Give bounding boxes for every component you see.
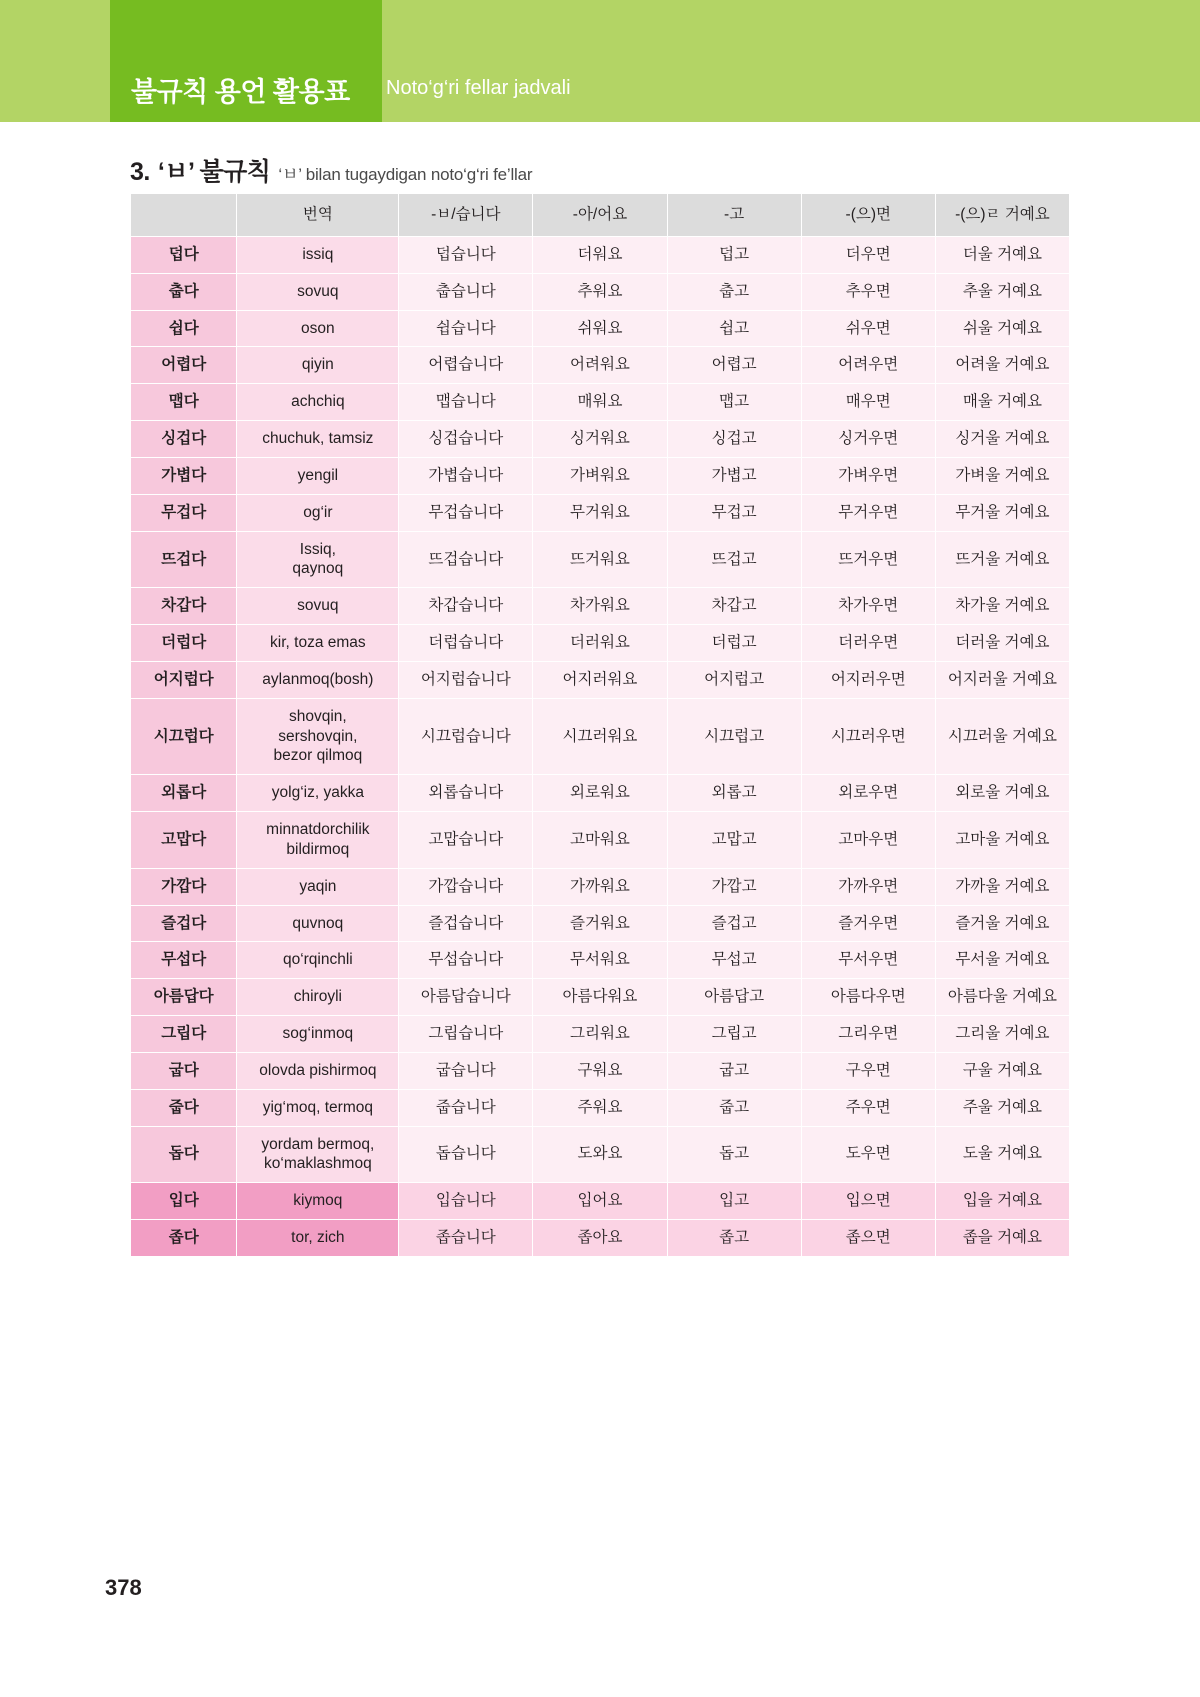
table-row — [131, 661, 1070, 698]
conjugation-cell: 차가울 거예요 — [935, 588, 1069, 625]
table-row — [131, 868, 1070, 905]
conjugation-cell: 춥고 — [667, 273, 801, 310]
verb-term-cell: 돕다 — [131, 1126, 237, 1183]
conjugation-cell: 돕습니다 — [399, 1126, 533, 1183]
conjugation-cell: 가볍고 — [667, 457, 801, 494]
conjugation-cell: 가벼우면 — [801, 457, 935, 494]
translation-cell: minnatdorchilik bildirmoq — [237, 812, 399, 869]
verb-term-cell: 굽다 — [131, 1052, 237, 1089]
table-row — [131, 1016, 1070, 1053]
translation-cell: issiq — [237, 237, 399, 274]
conjugation-cell: 더러워요 — [533, 625, 667, 662]
conjugation-cell: 쉽고 — [667, 310, 801, 347]
section-heading — [130, 152, 532, 188]
translation-cell: qo‘rqinchli — [237, 942, 399, 979]
conjugation-cell: 시끄럽고 — [667, 698, 801, 774]
conjugation-cell: 굽습니다 — [399, 1052, 533, 1089]
conjugation-cell: 도울 거예요 — [935, 1126, 1069, 1183]
conjugation-cell: 아름다울 거예요 — [935, 979, 1069, 1016]
conjugation-cell: 뜨겁고 — [667, 531, 801, 588]
conjugation-cell: 외로울 거예요 — [935, 775, 1069, 812]
conjugation-cell: 무거워요 — [533, 494, 667, 531]
conjugation-cell: 좁고 — [667, 1220, 801, 1257]
table-row — [131, 698, 1070, 774]
conjugation-cell: 가볍습니다 — [399, 457, 533, 494]
conjugation-cell: 쉽습니다 — [399, 310, 533, 347]
conjugation-cell: 돕고 — [667, 1126, 801, 1183]
conjugation-cell: 시끄럽습니다 — [399, 698, 533, 774]
translation-cell: og‘ir — [237, 494, 399, 531]
translation-cell: qiyin — [237, 347, 399, 384]
table-row — [131, 979, 1070, 1016]
conjugation-cell: 어렵고 — [667, 347, 801, 384]
conjugation-cell: 주워요 — [533, 1089, 667, 1126]
translation-cell: olovda pishirmoq — [237, 1052, 399, 1089]
translation-cell: kir, toza emas — [237, 625, 399, 662]
verb-term-cell: 아름답다 — [131, 979, 237, 1016]
conjugation-cell: 더럽습니다 — [399, 625, 533, 662]
table-row — [131, 775, 1070, 812]
table-row — [131, 625, 1070, 662]
conjugation-cell: 그리워요 — [533, 1016, 667, 1053]
conjugation-cell: 어려워요 — [533, 347, 667, 384]
conjugation-cell: 무서워요 — [533, 942, 667, 979]
conjugation-cell: 그립고 — [667, 1016, 801, 1053]
table-header-3: -아/어요 — [533, 194, 667, 237]
conjugation-cell: 고마워요 — [533, 812, 667, 869]
translation-cell: quvnoq — [237, 905, 399, 942]
translation-cell: kiymoq — [237, 1183, 399, 1220]
verb-term-cell: 어지럽다 — [131, 661, 237, 698]
table-row — [131, 588, 1070, 625]
conjugation-cell: 싱거워요 — [533, 421, 667, 458]
conjugation-cell: 어지럽습니다 — [399, 661, 533, 698]
conjugation-cell: 차가우면 — [801, 588, 935, 625]
conjugation-cell: 즐겁고 — [667, 905, 801, 942]
conjugation-cell: 더워요 — [533, 237, 667, 274]
conjugation-cell: 입습니다 — [399, 1183, 533, 1220]
conjugation-cell: 더럽고 — [667, 625, 801, 662]
translation-cell: tor, zich — [237, 1220, 399, 1257]
conjugation-cell: 맵고 — [667, 384, 801, 421]
verb-term-cell: 외롭다 — [131, 775, 237, 812]
conjugation-cell: 그리우면 — [801, 1016, 935, 1053]
conjugation-cell: 즐거우면 — [801, 905, 935, 942]
translation-cell: yengil — [237, 457, 399, 494]
conjugation-cell: 시끄러울 거예요 — [935, 698, 1069, 774]
conjugation-cell: 가깝고 — [667, 868, 801, 905]
conjugation-cell: 고맙습니다 — [399, 812, 533, 869]
conjugation-cell: 고마울 거예요 — [935, 812, 1069, 869]
conjugation-cell: 그리울 거예요 — [935, 1016, 1069, 1053]
table-row — [131, 1126, 1070, 1183]
conjugation-cell: 도와요 — [533, 1126, 667, 1183]
conjugation-cell: 더우면 — [801, 237, 935, 274]
conjugation-cell: 덥습니다 — [399, 237, 533, 274]
conjugation-cell: 좁으면 — [801, 1220, 935, 1257]
table-header-row — [131, 194, 1070, 237]
conjugation-cell: 매우면 — [801, 384, 935, 421]
table-header-5: -(으)면 — [801, 194, 935, 237]
verb-term-cell: 차갑다 — [131, 588, 237, 625]
conjugation-cell: 무겁고 — [667, 494, 801, 531]
translation-cell: Issiq, qaynoq — [237, 531, 399, 588]
header-subtitle: Noto‘g‘ri fellar jadvali — [386, 77, 571, 99]
conjugation-cell: 싱겁습니다 — [399, 421, 533, 458]
conjugation-cell: 추우면 — [801, 273, 935, 310]
conjugation-cell: 외로워요 — [533, 775, 667, 812]
verb-term-cell: 쉽다 — [131, 310, 237, 347]
conjugation-cell: 더울 거예요 — [935, 237, 1069, 274]
conjugation-cell: 쉬우면 — [801, 310, 935, 347]
translation-cell: chuchuk, tamsiz — [237, 421, 399, 458]
conjugation-cell: 좁습니다 — [399, 1220, 533, 1257]
conjugation-cell: 아름답습니다 — [399, 979, 533, 1016]
conjugation-cell: 추워요 — [533, 273, 667, 310]
translation-cell: yordam bermoq, ko‘maklashmoq — [237, 1126, 399, 1183]
conjugation-cell: 즐겁습니다 — [399, 905, 533, 942]
conjugation-cell: 아름답고 — [667, 979, 801, 1016]
conjugation-cell: 입을 거예요 — [935, 1183, 1069, 1220]
conjugation-cell: 차갑고 — [667, 588, 801, 625]
translation-cell: chiroyli — [237, 979, 399, 1016]
table-header-4: -고 — [667, 194, 801, 237]
table-header-1: 번역 — [237, 194, 399, 237]
conjugation-cell: 무거우면 — [801, 494, 935, 531]
conjugation-cell: 줍습니다 — [399, 1089, 533, 1126]
conjugation-cell: 구워요 — [533, 1052, 667, 1089]
page-header-band — [0, 0, 1200, 122]
table-row — [131, 237, 1070, 274]
conjugation-cell: 고맙고 — [667, 812, 801, 869]
section-title: ‘ㅂ’ 불규칙 — [157, 158, 271, 186]
verb-term-cell: 가볍다 — [131, 457, 237, 494]
translation-cell: sovuq — [237, 588, 399, 625]
conjugation-cell: 줍고 — [667, 1089, 801, 1126]
translation-cell: aylanmoq(bosh) — [237, 661, 399, 698]
conjugation-cell: 쉬워요 — [533, 310, 667, 347]
conjugation-cell: 쉬울 거예요 — [935, 310, 1069, 347]
conjugation-table — [130, 193, 1070, 1257]
conjugation-cell: 어렵습니다 — [399, 347, 533, 384]
verb-term-cell: 더럽다 — [131, 625, 237, 662]
verb-term-cell: 덥다 — [131, 237, 237, 274]
translation-cell: sovuq — [237, 273, 399, 310]
conjugation-cell: 어지러울 거예요 — [935, 661, 1069, 698]
conjugation-cell: 외롭고 — [667, 775, 801, 812]
conjugation-cell: 무서울 거예요 — [935, 942, 1069, 979]
conjugation-cell: 입고 — [667, 1183, 801, 1220]
table-row — [131, 494, 1070, 531]
verb-term-cell: 시끄럽다 — [131, 698, 237, 774]
conjugation-cell: 덥고 — [667, 237, 801, 274]
conjugation-cell: 외롭습니다 — [399, 775, 533, 812]
conjugation-cell: 아름다워요 — [533, 979, 667, 1016]
conjugation-cell: 차가워요 — [533, 588, 667, 625]
conjugation-cell: 무겁습니다 — [399, 494, 533, 531]
translation-cell: yolg‘iz, yakka — [237, 775, 399, 812]
verb-term-cell: 좁다 — [131, 1220, 237, 1257]
conjugation-cell: 무거울 거예요 — [935, 494, 1069, 531]
verb-term-cell: 고맙다 — [131, 812, 237, 869]
conjugation-cell: 고마우면 — [801, 812, 935, 869]
conjugation-cell: 어려우면 — [801, 347, 935, 384]
translation-cell: yaqin — [237, 868, 399, 905]
conjugation-cell: 춥습니다 — [399, 273, 533, 310]
section-number: 3. — [130, 158, 150, 186]
table-body — [131, 237, 1070, 1257]
conjugation-cell: 구우면 — [801, 1052, 935, 1089]
translation-cell: sog‘inmoq — [237, 1016, 399, 1053]
conjugation-cell: 시끄러우면 — [801, 698, 935, 774]
verb-term-cell: 그립다 — [131, 1016, 237, 1053]
conjugation-cell: 가까워요 — [533, 868, 667, 905]
conjugation-cell: 무섭습니다 — [399, 942, 533, 979]
conjugation-cell: 무섭고 — [667, 942, 801, 979]
table-header-6: -(으)ㄹ 거예요 — [935, 194, 1069, 237]
verb-term-cell: 무섭다 — [131, 942, 237, 979]
conjugation-cell: 무서우면 — [801, 942, 935, 979]
verb-term-cell: 뜨겁다 — [131, 531, 237, 588]
conjugation-cell: 매울 거예요 — [935, 384, 1069, 421]
conjugation-cell: 맵습니다 — [399, 384, 533, 421]
conjugation-cell: 매워요 — [533, 384, 667, 421]
conjugation-cell: 구울 거예요 — [935, 1052, 1069, 1089]
conjugation-cell: 외로우면 — [801, 775, 935, 812]
verb-term-cell: 어렵다 — [131, 347, 237, 384]
conjugation-cell: 추울 거예요 — [935, 273, 1069, 310]
conjugation-cell: 뜨겁습니다 — [399, 531, 533, 588]
conjugation-cell: 그립습니다 — [399, 1016, 533, 1053]
conjugation-cell: 뜨거울 거예요 — [935, 531, 1069, 588]
conjugation-cell: 아름다우면 — [801, 979, 935, 1016]
table-row — [131, 942, 1070, 979]
verb-term-cell: 춥다 — [131, 273, 237, 310]
conjugation-cell: 주우면 — [801, 1089, 935, 1126]
translation-cell: achchiq — [237, 384, 399, 421]
conjugation-cell: 도우면 — [801, 1126, 935, 1183]
conjugation-table-container — [130, 193, 1070, 1257]
table-row — [131, 812, 1070, 869]
table-row — [131, 1089, 1070, 1126]
translation-cell: shovqin, sershovqin, bezor qilmoq — [237, 698, 399, 774]
table-row — [131, 905, 1070, 942]
table-row — [131, 384, 1070, 421]
verb-term-cell: 즐겁다 — [131, 905, 237, 942]
conjugation-cell: 차갑습니다 — [399, 588, 533, 625]
table-row — [131, 310, 1070, 347]
conjugation-cell: 싱거우면 — [801, 421, 935, 458]
table-row — [131, 347, 1070, 384]
table-header-blank — [131, 194, 237, 237]
verb-term-cell: 입다 — [131, 1183, 237, 1220]
verb-term-cell: 줍다 — [131, 1089, 237, 1126]
conjugation-cell: 싱거울 거예요 — [935, 421, 1069, 458]
conjugation-cell: 입어요 — [533, 1183, 667, 1220]
table-row — [131, 421, 1070, 458]
conjugation-cell: 가벼워요 — [533, 457, 667, 494]
conjugation-cell: 좁아요 — [533, 1220, 667, 1257]
translation-cell: yig‘moq, termoq — [237, 1089, 399, 1126]
verb-term-cell: 맵다 — [131, 384, 237, 421]
table-row — [131, 273, 1070, 310]
conjugation-cell: 뜨거워요 — [533, 531, 667, 588]
table-row — [131, 1052, 1070, 1089]
conjugation-cell: 가깝습니다 — [399, 868, 533, 905]
conjugation-cell: 가벼울 거예요 — [935, 457, 1069, 494]
header-title: 불규칙 용언 활용표 — [131, 77, 350, 107]
table-row — [131, 531, 1070, 588]
table-row — [131, 1220, 1070, 1257]
page-number: 378 — [105, 1575, 142, 1600]
conjugation-cell: 더러울 거예요 — [935, 625, 1069, 662]
conjugation-cell: 즐거워요 — [533, 905, 667, 942]
conjugation-cell: 시끄러워요 — [533, 698, 667, 774]
conjugation-cell: 가까울 거예요 — [935, 868, 1069, 905]
verb-term-cell: 가깝다 — [131, 868, 237, 905]
conjugation-cell: 어지러워요 — [533, 661, 667, 698]
conjugation-cell: 즐거울 거예요 — [935, 905, 1069, 942]
conjugation-cell: 어려울 거예요 — [935, 347, 1069, 384]
table-row — [131, 457, 1070, 494]
conjugation-cell: 주울 거예요 — [935, 1089, 1069, 1126]
conjugation-cell: 싱겁고 — [667, 421, 801, 458]
conjugation-cell: 어지럽고 — [667, 661, 801, 698]
verb-term-cell: 싱겁다 — [131, 421, 237, 458]
translation-cell: oson — [237, 310, 399, 347]
conjugation-cell: 가까우면 — [801, 868, 935, 905]
conjugation-cell: 입으면 — [801, 1183, 935, 1220]
conjugation-cell: 어지러우면 — [801, 661, 935, 698]
conjugation-cell: 더러우면 — [801, 625, 935, 662]
conjugation-cell: 좁을 거예요 — [935, 1220, 1069, 1257]
section-subtitle: ‘ㅂ’ bilan tugaydigan noto‘g‘ri fe’llar — [278, 165, 533, 184]
table-head — [131, 194, 1070, 237]
table-header-2: -ㅂ/습니다 — [399, 194, 533, 237]
conjugation-cell: 뜨거우면 — [801, 531, 935, 588]
conjugation-cell: 굽고 — [667, 1052, 801, 1089]
table-row — [131, 1183, 1070, 1220]
verb-term-cell: 무겁다 — [131, 494, 237, 531]
